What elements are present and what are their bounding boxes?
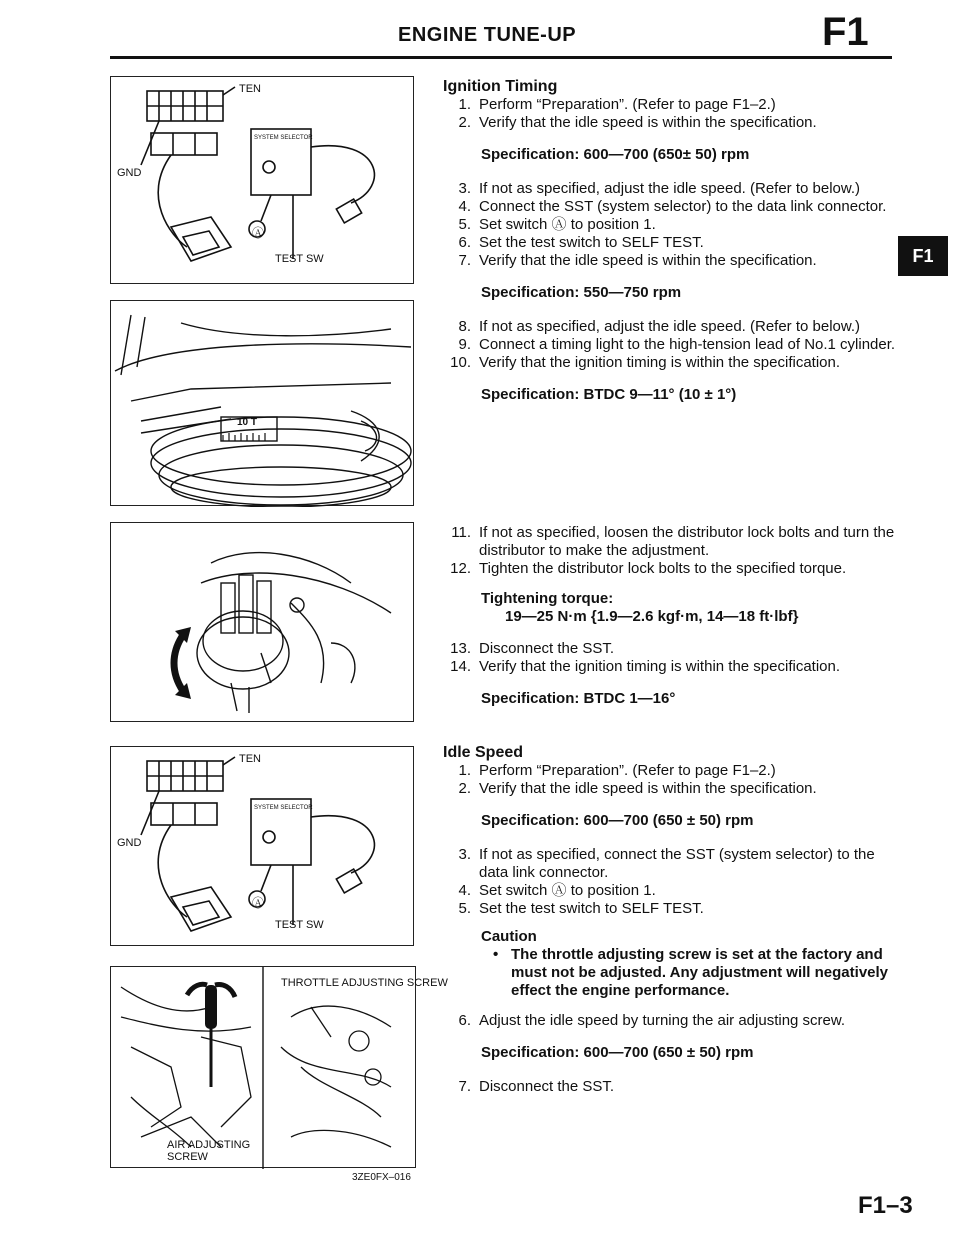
list-item: 1. Perform “Preparation”. (Refer to page F1–2.) (458, 762, 776, 779)
spec-ignition-timing: Specification: BTDC 9—11° (10 ± 1°) (481, 386, 737, 403)
page-title: ENGINE TUNE-UP (398, 24, 577, 46)
torque-value: 19—25 N·m {1.9—2.6 kgf·m, 14—18 ft·lbf} (505, 608, 799, 625)
idle-steps-c (443, 1012, 901, 1030)
distributor-illustration (111, 523, 415, 723)
label-throttle-screw: THROTTLE ADJUSTING SCREW (281, 977, 448, 989)
section-code: F1 (822, 10, 869, 54)
label-timing-mark: 10 T (237, 417, 258, 428)
list-item: 14. Verify that the ignition timing is within the specification. (450, 658, 841, 675)
label-switch-a: Ⓐ (252, 896, 265, 910)
figure-distributor (110, 522, 414, 722)
label-test-sw: TEST SW (275, 919, 324, 931)
spec-ignition-timing-final: Specification: BTDC 1—16° (481, 690, 676, 707)
ignition-timing-section (443, 78, 901, 420)
label-system-selector: SYSTEM SELECTOR (254, 135, 313, 141)
list-item: 4. Connect the SST (system selector) to the data link connector. (458, 198, 887, 215)
list-item: 6. Adjust the idle speed by turning the air adjusting screw. (458, 1012, 846, 1029)
idle-speed-section (443, 744, 901, 1096)
idle-steps-a (443, 762, 901, 798)
idle-steps-d (443, 1078, 901, 1096)
list-item: 1. Perform “Preparation”. (Refer to page F1–2.) (458, 96, 776, 113)
label-switch-a: Ⓐ (252, 226, 265, 240)
ignition-steps-b (443, 180, 901, 270)
label-ten: TEN (239, 753, 261, 765)
ignition-steps-a (443, 96, 901, 132)
adjusting-screws-illustration (111, 967, 417, 1169)
connector-diagram-2 (111, 747, 415, 947)
spec-self-test-idle: Specification: 550—750 rpm (481, 284, 682, 301)
caution-title: Caution (481, 928, 537, 945)
figure-adjusting-screws (110, 966, 448, 1168)
ignition-heading: Ignition Timing (443, 78, 558, 95)
label-gnd: GND (117, 167, 142, 179)
caution-text: • The throttle adjusting screw is set at the factory and must not be adjusted. Any adjustment will negatively effect the engine performance. (481, 946, 901, 1000)
spec-idle-speed-2: Specification: 600—700 (650 ± 50) rpm (481, 1044, 754, 1061)
figure-timing-mark (110, 300, 414, 506)
ignition-steps-e (443, 640, 901, 676)
torque-title: Tightening torque: (481, 590, 614, 607)
figure-code: 3ZE0FX–016 (352, 1172, 411, 1183)
label-ten: TEN (239, 83, 261, 95)
idle-steps-b (443, 846, 901, 918)
label-system-selector: SYSTEM SELECTOR (254, 805, 313, 811)
spec-idle-speed: Specification: 600—700 (650± 50) rpm (481, 146, 750, 163)
page-number: F1–3 (858, 1192, 913, 1219)
header-rule (110, 56, 892, 59)
list-item: 8. If not as specified, adjust the idle speed. (Refer to below.) (458, 318, 861, 335)
list-item: 3. If not as specified, adjust the idle speed. (Refer to below.) (458, 180, 861, 197)
list-item: 2. Verify that the idle speed is within the specification. (458, 114, 817, 131)
spec-idle-speed-1: Specification: 600—700 (650 ± 50) rpm (481, 812, 754, 829)
connector-diagram-1 (111, 77, 415, 285)
list-item: 3. If not as specified, connect the SST (system selector) to the data link connector. (458, 846, 875, 881)
figure-connector-1 (110, 76, 414, 284)
tightening-torque (443, 590, 901, 626)
list-item: 6. Set the test switch to SELF TEST. (458, 234, 704, 251)
label-gnd: GND (117, 837, 142, 849)
list-item: 12. Tighten the distributor lock bolts to the specified torque. (450, 560, 847, 577)
list-item: 2. Verify that the idle speed is within the specification. (458, 780, 817, 797)
list-item: 4. Set switch Ⓐ to position 1. (458, 882, 656, 899)
idle-heading: Idle Speed (443, 744, 524, 761)
label-test-sw: TEST SW (275, 253, 324, 265)
list-item: 5. Set switch Ⓐ to position 1. (458, 216, 656, 233)
list-item: 9. Connect a timing light to the high-tension lead of No.1 cylinder. (458, 336, 896, 353)
list-item: 5. Set the test switch to SELF TEST. (458, 900, 704, 917)
timing-mark-illustration (111, 301, 415, 507)
figure-connector-2 (110, 746, 414, 946)
label-air-screw: AIR ADJUSTING SCREW (167, 1139, 251, 1163)
ignition-steps-d (443, 524, 901, 578)
caution-box (443, 928, 901, 1000)
section-tab: F1 (898, 236, 948, 276)
list-item: 13. Disconnect the SST. (450, 640, 615, 657)
list-item: 7. Disconnect the SST. (458, 1078, 615, 1095)
list-item: 10. Verify that the ignition timing is within the specification. (450, 354, 841, 371)
ignition-timing-section-cont (443, 524, 901, 724)
list-item: 7. Verify that the idle speed is within the specification. (458, 252, 817, 269)
ignition-steps-c (443, 318, 901, 372)
list-item: 11. If not as specified, loosen the distributor lock bolts and turn the distributor to make the adjustment. (451, 524, 895, 559)
